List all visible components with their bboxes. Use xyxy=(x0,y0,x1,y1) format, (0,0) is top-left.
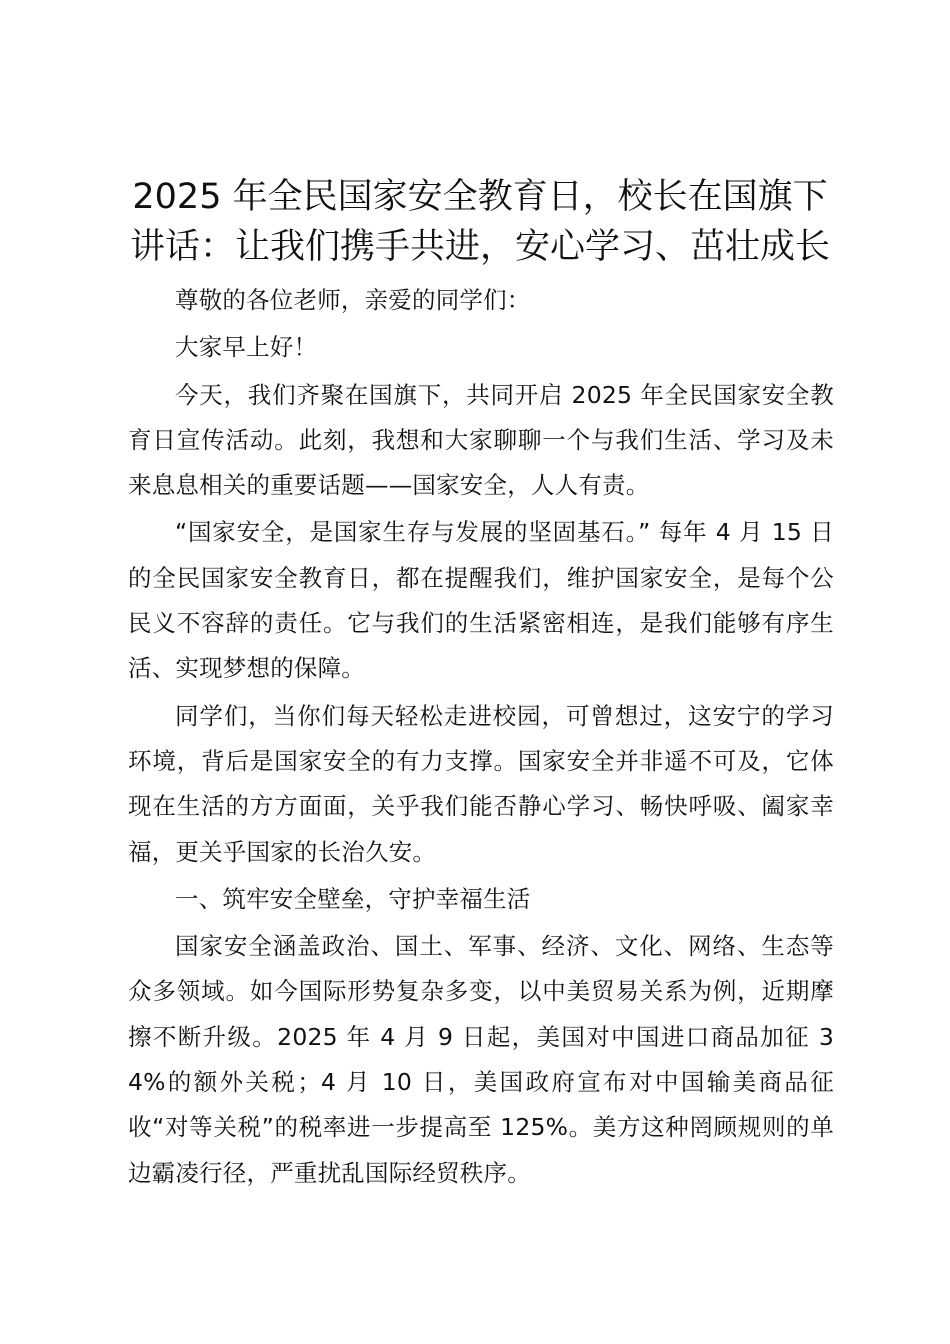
intro-paragraph: 今天，我们齐聚在国旗下，共同开启 2025 年全民国家安全教育日宣传活动。此刻，我想和大家聊聊一个与我们生活、学习及未来息息相关的重要话题——国家安全，人人有责。 xyxy=(128,380,834,500)
document-title xyxy=(120,172,840,272)
section-heading-1: 一、筑牢安全壁垒，守护幸福生活 xyxy=(175,884,531,913)
title-line-2: 讲话：让我们携手共进，安心学习、茁壮成长 xyxy=(129,227,830,267)
security-domains-paragraph: 国家安全涵盖政治、国土、军事、经济、文化、网络、生态等众多领域。如今国际形势复杂多变，以中美贸易关系为例，近期摩擦不断升级。2025 年 4 月 9 日起，美国对中国进口商品加征 34%的额外关税；4 月 10 日，美国政府宣布对中国输美商品征收“对等关税”的税率进一步提高至 125%。美方这种罔顾规则的单边霸凌行径，严重扰乱国际经贸秩序。 xyxy=(128,932,834,1187)
title-line-1: 2025 年全民国家安全教育日，校长在国旗下 xyxy=(132,177,828,217)
quote-paragraph: “国家安全，是国家生存与发展的坚固基石。” 每年 4 月 15 日的全民国家安全教育日，都在提醒我们，维护国家安全，是每个公民义不容辞的责任。它与我们的生活紧密相连，是我们能够有序生活、实现梦想的保障。 xyxy=(128,518,834,683)
greeting-paragraph: 大家早上好！ xyxy=(175,333,318,362)
salutation-paragraph: 尊敬的各位老师，亲爱的同学们： xyxy=(175,286,531,314)
document-body xyxy=(128,278,834,1198)
campus-paragraph: 同学们，当你们每天轻松走进校园，可曾想过，这安宁的学习环境，背后是国家安全的有力支撑。国家安全并非遥不可及，它体现在生活的方方面面，关乎我们能否静心学习、畅快呼吸、阖家幸福，更关乎国家的长治久安。 xyxy=(128,701,834,866)
